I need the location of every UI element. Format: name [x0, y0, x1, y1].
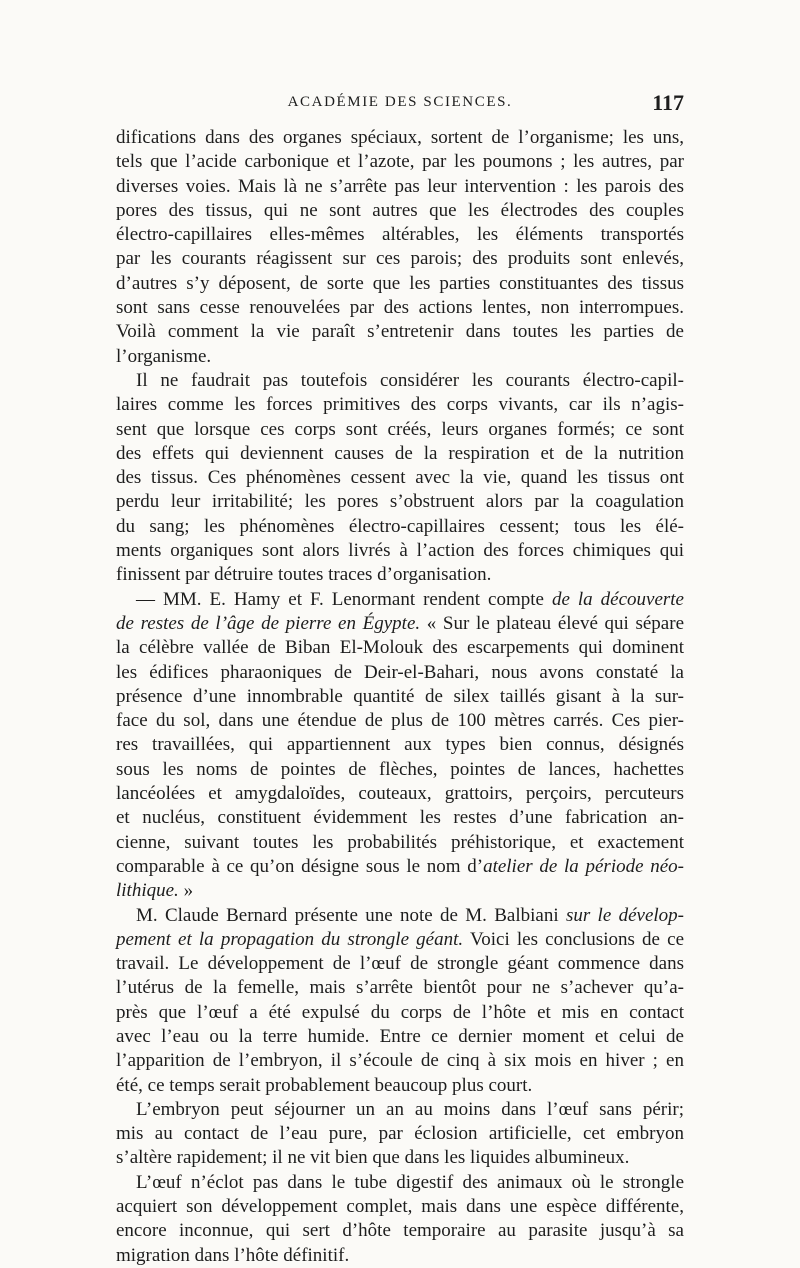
text-line: [116, 879, 684, 903]
text-line: [116, 539, 684, 563]
text-run: pores des tissus, qui ne sont autres que les électrodes des couples: [116, 199, 684, 221]
text-line: [116, 1025, 684, 1049]
text-line: [116, 782, 684, 806]
text-line: [116, 1001, 684, 1025]
text-line: [116, 296, 684, 320]
text-line: [116, 1146, 684, 1170]
text-line: [116, 515, 684, 539]
text-line: [116, 393, 684, 417]
text-run: ments organiques sont alors livrés à l’action des forces chimiques qui: [116, 540, 684, 562]
text-line: [116, 126, 684, 150]
text-run: L’œuf n’éclot pas dans le tube digestif des animaux où le strongle: [136, 1171, 684, 1193]
text-line: [116, 685, 684, 709]
text-line: [116, 345, 684, 369]
text-run: — MM. E. Hamy et F. Lenormant rendent compte: [136, 588, 552, 610]
text-line: [116, 952, 684, 976]
text-line: [116, 806, 684, 830]
text-line: [116, 636, 684, 660]
paragraph: [116, 1098, 684, 1171]
text-run: l’organisme.: [116, 345, 212, 367]
text-run: d’autres s’y déposent, de sorte que les parties constituantes des tissus: [116, 272, 684, 294]
text-run: res travaillées, qui appartiennent aux types bien connus, désignés: [116, 734, 684, 756]
text-run: difications dans des organes spéciaux, sortent de l’organisme; les uns,: [116, 127, 684, 148]
text-run: « Sur le plateau élevé qui sépare: [420, 612, 684, 634]
text-run: du sang; les phénomènes électro-capillaires cessent; tous les élé-: [116, 515, 684, 537]
text-line: [116, 150, 684, 174]
text-run: sont sans cesse renouvelées par des actions lentes, non interrompues.: [116, 297, 684, 319]
text-run: tels que l’acide carbonique et l’azote, par les poumons ; les autres, par: [116, 151, 684, 173]
text-run: finissent par détruire toutes traces d’organisation.: [116, 564, 492, 586]
text-run: des tissus. Ces phénomènes cessent avec la vie, quand les tissus ont: [116, 467, 684, 489]
text-line: [116, 1049, 684, 1073]
text-run: présence d’une innombrable quantité de silex taillés gisant à la sur-: [116, 685, 684, 707]
text-run: migration dans l’hôte définitif.: [116, 1244, 350, 1266]
text-run: et nucléus, constituent évidemment les restes d’une fabrication an-: [116, 807, 684, 829]
paragraph: [116, 1171, 684, 1268]
text-run: travail. Le développement de l’œuf de strongle géant commence dans: [116, 953, 684, 975]
text-line: [116, 272, 684, 296]
text-run: Voilà comment la vie paraît s’entretenir dans toutes les parties de: [116, 321, 684, 343]
italic-text: atelier de la période néo-: [483, 855, 685, 877]
text-line: [116, 588, 684, 612]
text-line: [116, 904, 684, 928]
text-line: [116, 612, 684, 636]
text-line: [116, 199, 684, 223]
text-line: [116, 320, 684, 344]
text-line: [116, 855, 684, 879]
text-line: [116, 563, 684, 587]
text-line: [116, 1171, 684, 1195]
text-line: [116, 1122, 684, 1146]
text-line: [116, 1074, 684, 1098]
italic-text: lithique.: [116, 880, 179, 902]
text-line: [116, 709, 684, 733]
text-run: sous les noms de pointes de flèches, pointes de lances, hachettes: [116, 758, 684, 780]
text-run: Il ne faudrait pas toutefois considérer les courants électro-capil-: [136, 369, 684, 391]
italic-text: sur le dévelop-: [565, 904, 685, 926]
text-line: [116, 661, 684, 685]
text-run: encore inconnue, qui sert d’hôte temporaire au parasite jusqu’à sa: [116, 1220, 684, 1242]
text-run: l’utérus de la femelle, mais s’arrête bientôt pour ne s’achever qu’a-: [116, 977, 684, 999]
text-line: [116, 466, 684, 490]
text-line: [116, 1098, 684, 1122]
text-run: laires comme les forces primitives des corps vivants, car ils n’agis-: [116, 394, 684, 416]
text-run: mis au contact de l’eau pure, par éclosion artificielle, cet embryon: [116, 1123, 684, 1145]
text-run: des effets qui deviennent causes de la respiration et de la nutrition: [116, 442, 684, 464]
text-line: [116, 1195, 684, 1219]
text-line: [116, 490, 684, 514]
text-line: [116, 418, 684, 442]
text-run: s’altère rapidement; il ne vit bien que dans les liquides albumineux.: [116, 1147, 630, 1169]
text-line: [116, 1219, 684, 1243]
text-line: [116, 928, 684, 952]
text-run: par les courants réagissent sur ces parois; des produits sont enlevés,: [116, 248, 684, 270]
text-run: cienne, suivant toutes les probabilités préhistorique, et exactement: [116, 831, 684, 853]
page-number: 117: [652, 90, 684, 115]
text-line: [116, 175, 684, 199]
text-run: les édifices pharaoniques de Deir-el-Bahari, nous avons constaté la: [116, 661, 684, 683]
text-line: [116, 1244, 684, 1268]
italic-text: de restes de l’âge de pierre en Égypte.: [116, 612, 421, 634]
italic-text: pement et la propagation du strongle géant.: [116, 928, 464, 950]
page-header: [116, 90, 684, 118]
text-line: [116, 758, 684, 782]
text-run: avec l’eau ou la terre humide. Entre ce dernier moment et celui de: [116, 1025, 684, 1047]
text-run: L’embryon peut séjourner un an au moins dans l’œuf sans périr;: [136, 1098, 684, 1120]
paragraph: [116, 369, 684, 588]
text-run: été, ce temps serait probablement beaucoup plus court.: [116, 1074, 533, 1096]
text-run: Voici les conclusions de ce: [463, 928, 685, 950]
paragraph: [116, 904, 684, 1098]
text-run: sent que lorsque ces corps sont créés, leurs organes formés; ce sont: [116, 418, 684, 440]
text-run: face du sol, dans une étendue de plus de 100 mètres carrés. Ces pier-: [116, 710, 684, 732]
text-line: [116, 223, 684, 247]
text-run: près que l’œuf a été expulsé du corps de l’hôte et mis en contact: [116, 1001, 684, 1023]
text-run: »: [178, 880, 194, 902]
text-line: [116, 369, 684, 393]
text-run: comparable à ce qu’on désigne sous le nom d’: [116, 855, 484, 877]
text-line: [116, 442, 684, 466]
running-title: ACADÉMIE DES SCIENCES.: [287, 94, 513, 110]
paragraph: [116, 588, 684, 904]
italic-text: de la découverte: [551, 588, 684, 610]
text-line: [116, 831, 684, 855]
text-run: l’apparition de l’embryon, il s’écoule de cinq à six mois en hiver ; en: [116, 1050, 684, 1072]
body-text: [116, 126, 684, 1268]
text-run: perdu leur irritabilité; les pores s’obstruent alors par la coagulation: [116, 491, 684, 513]
text-run: M. Claude Bernard présente une note de M. Balbiani: [136, 904, 566, 926]
text-run: la célèbre vallée de Biban El-Molouk des escarpements qui dominent: [116, 637, 684, 659]
text-line: [116, 976, 684, 1000]
text-run: acquiert son développement complet, mais dans une espèce différente,: [116, 1196, 684, 1218]
text-run: diverses voies. Mais là ne s’arrête pas leur intervention : les parois des: [116, 175, 684, 197]
paragraph: [116, 126, 684, 369]
text-run: lancéolées et amygdaloïdes, couteaux, grattoirs, perçoirs, percuteurs: [116, 783, 684, 805]
text-line: [116, 247, 684, 271]
text-run: électro-capillaires elles-mêmes altérables, les éléments transportés: [116, 224, 684, 246]
text-line: [116, 733, 684, 757]
